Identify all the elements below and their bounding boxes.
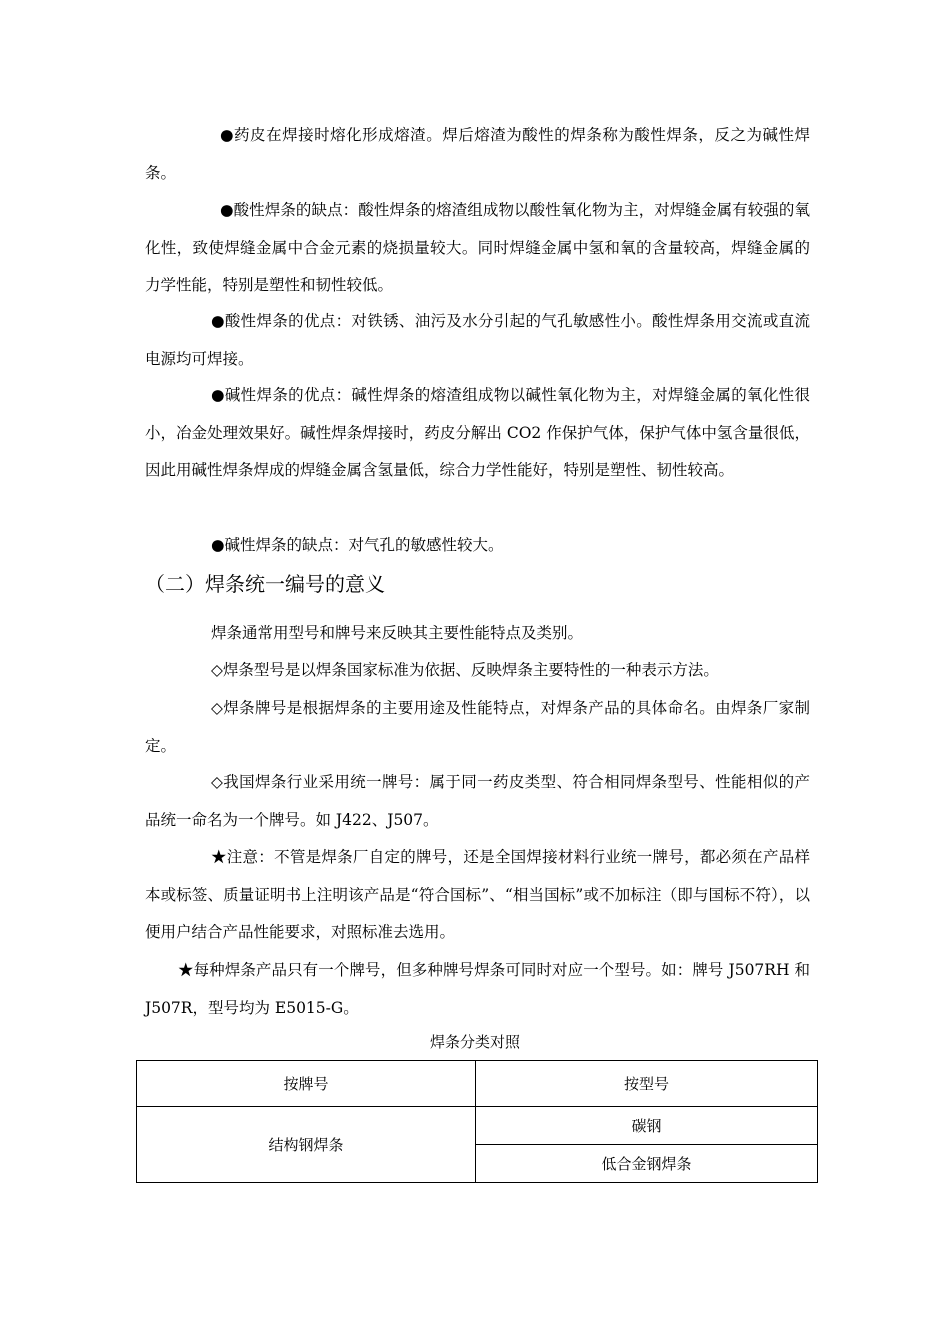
header-by-brand: 按牌号 <box>137 1061 476 1107</box>
paragraph-acid-advantage: ●酸性焊条的优点：对铁锈、油污及水分引起的气孔敏感性小。酸性焊条用交流或直流电源均可焊接。 <box>145 312 810 368</box>
cell-carbon-steel: 碳钢 <box>476 1107 818 1145</box>
paragraph-unified-brand: ◇我国焊条行业采用统一牌号：属于同一药皮类型、符合相同焊条型号、性能相似的产品统一命名为一个牌号。如 J422、J507。 <box>145 773 810 829</box>
paragraph-intro: 焊条通常用型号和牌号来反映其主要性能特点及类别。 <box>211 624 584 642</box>
cell-low-alloy-steel: 低合金钢焊条 <box>476 1145 818 1183</box>
table-header-row <box>137 1061 818 1107</box>
paragraph-brand-model-relation: ★每种焊条产品只有一个牌号，但多种牌号焊条可同时对应一个型号。如：牌号 J507RH 和 J507R，型号均为 E5015-G。 <box>145 961 810 1017</box>
table-caption: 焊条分类对照 <box>429 1033 520 1051</box>
paragraph-acid-disadvantage: ●酸性焊条的缺点：酸性焊条的熔渣组成物以酸性氧化物为主，对焊缝金属有较强的氧化性，致使焊缝金属中合金元素的烧损量较大。同时焊缝金属中氢和氧的含量较高，焊缝金属的力学性能，特别是塑性和韧性较低。 <box>145 201 810 294</box>
section-heading: （二）焊条统一编号的意义 <box>145 572 385 596</box>
paragraph-note: ★注意：不管是焊条厂自定的牌号，还是全国焊接材料行业统一牌号，都必须在产品样本或标签、质量证明书上注明该产品是“符合国标”、“相当国标”或不加标注（即与国标不符），以便用户结合产品性能要求，对照标准去选用。 <box>145 848 810 941</box>
cell-structural-steel: 结构钢焊条 <box>137 1107 476 1183</box>
paragraph-basic-disadvantage: ●碱性焊条的缺点：对气孔的敏感性较大。 <box>211 536 504 554</box>
paragraph-brand: ◇焊条牌号是根据焊条的主要用途及性能特点，对焊条产品的具体命名。由焊条厂家制定。 <box>145 699 810 755</box>
table-row <box>137 1107 818 1145</box>
classification-table <box>136 1060 818 1183</box>
paragraph-basic-advantage: ●碱性焊条的优点：碱性焊条的熔渣组成物以碱性氧化物为主，对焊缝金属的氧化性很小，冶金处理效果好。碱性焊条焊接时，药皮分解出 CO2 作保护气体，保护气体中氢含量很低，因此用碱性焊条焊成的焊缝金属含氢量低，综合力学性能好，特别是塑性、韧性较高。 <box>145 386 810 479</box>
header-by-model: 按型号 <box>476 1061 818 1107</box>
paragraph-slag: ●药皮在焊接时熔化形成熔渣。焊后熔渣为酸性的焊条称为酸性焊条，反之为碱性焊条。 <box>145 126 810 182</box>
paragraph-model: ◇焊条型号是以焊条国家标准为依据、反映焊条主要特性的一种表示方法。 <box>211 661 719 679</box>
